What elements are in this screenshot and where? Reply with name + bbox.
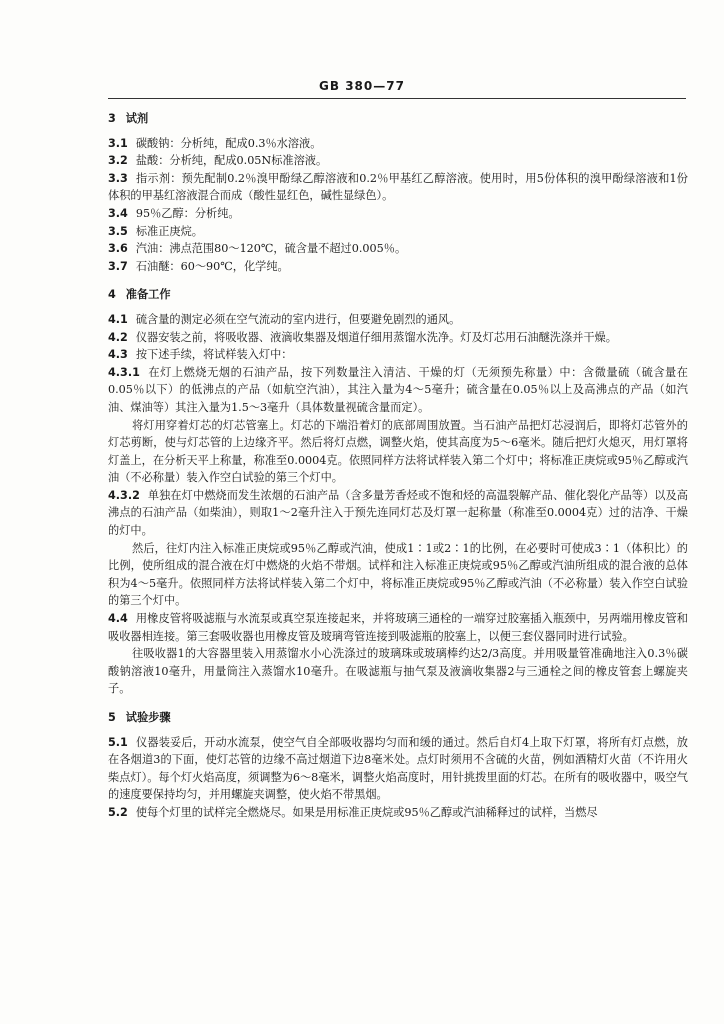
document-body <box>108 110 688 822</box>
para-4-3-1-continued: 将灯用穿着灯芯的灯芯管塞上。灯芯的下端沿着灯的底部周围放置。当石油产品把灯芯浸润后，即将灯芯管外的灯芯剪断，使与灯芯管的上边缘齐平。然后将灯点燃，调整火焰，使其高度为5～6毫米。随后把灯火熄灭，用灯罩将灯盖上，在分析天平上称量，称准至0.0004克。依照同样方法将试样装入第二个灯中；将标准正庚烷或95％乙醇或汽油（不必称量）装入作空白试验的第三个灯中。 <box>108 418 688 485</box>
para-4-3-1: 4.3.1 在灯上燃烧无烟的石油产品，按下列数量注入清洁、干燥的灯（无须预先称量）中：含微量硫（硫含量在0.05％以下）的低沸点的产品（如航空汽油），其注入量为4～5毫升；硫含量在0.05％以上及高沸点的产品（如汽油、煤油等）其注入量为1.5～3毫升（具体数量视硫含量而定）。 <box>108 365 688 414</box>
item-3-2: 3.2 盐酸：分析纯，配成0.05N标准溶液。 <box>108 154 328 168</box>
item-3-1: 3.1 碳酸钠：分析纯，配成0.3％水溶液。 <box>108 136 322 150</box>
para-4-4-continued: 往吸收器1的大容器里装入用蒸馏水小心洗涤过的玻璃珠或玻璃棒约达2/3高度。并用吸量管准确地注入0.3％碳酸钠溶液10毫升，用量筒注入蒸馏水10毫升。在吸滤瓶与抽气泵及液滴收集器2与三通栓之间的橡皮管套上螺旋夹子。 <box>108 647 688 696</box>
para-4-3-2-continued: 然后，往灯内注入标准正庚烷或95％乙醇或汽油，使成1∶1或2∶1的比例，在必要时可使成3∶1（体积比）的比例，使所组成的混合液在灯中燃烧的火焰不带烟。试样和注入标准正庚烷或95％乙醇或汽油所组成的混合液的总体积为4～5毫升。依照同样方法将试样装入第二个灯中，将标准正庚烷或95％乙醇或汽油（不必称量）装入作空白试验的第三个灯中。 <box>108 541 688 608</box>
para-5-1: 5.1 仪器装妥后，开动水流泵，使空气自全部吸收器均匀而和缓的通过。然后自灯4上取下灯罩，将所有灯点燃，放在各烟道3的下面，使灯芯管的边缘不高过烟道下边8毫米处。点灯时须用不含硫的火苗，例如酒精灯火苗（不许用火柴点灯）。每个灯火焰高度，须调整为6～8毫米，调整火焰高度时，用针挑拨里面的灯芯。在所有的吸收器中，吸空气的速度要保持均匀，并用螺旋夹调整，使火焰不带黑烟。 <box>108 735 688 802</box>
section-5-heading: 5 试验步骤 <box>108 710 171 724</box>
item-3-7: 3.7 石油醚：60～90℃，化学纯。 <box>108 259 289 273</box>
section-3-heading: 3 试剂 <box>108 111 149 125</box>
para-4-3: 4.3 按下述手续，将试样装入灯中： <box>108 348 293 362</box>
para-4-3-2: 4.3.2 单独在灯中燃烧而发生浓烟的石油产品（含多量芳香烃或不饱和烃的高温裂解产品、催化裂化产品等）以及高沸点的石油产品（如柴油），则取1～2毫升注入于预先连同灯芯及灯罩一起称量（称准至0.0004克）过的洁净、干燥的灯中。 <box>108 488 688 538</box>
para-4-2: 4.2 仪器安装之前，将吸收器、液滴收集器及烟道仔细用蒸馏水洗净。灯及灯芯用石油醚洗涤并干燥。 <box>108 330 617 344</box>
section-4-heading: 4 准备工作 <box>108 287 171 302</box>
item-3-3: 3.3 指示剂：预先配制0.2％溴甲酚绿乙醇溶液和0.2％甲基红乙醇溶液。使用时，用5份体积的溴甲酚绿溶液和1份体积的甲基红溶液混合而成（酸性显红色，碱性显绿色）。 <box>108 171 688 203</box>
para-5-2: 5.2 使每个灯里的试样完全燃烧尽。如果是用标准正庚烷或95％乙醇或汽油稀释过的试样，当燃尽 <box>108 805 598 819</box>
para-4-1: 4.1 硫含量的测定必须在空气流动的室内进行，但要避免剧烈的通风。 <box>108 312 461 326</box>
item-3-4: 3.4 95％乙醇：分析纯。 <box>108 206 240 220</box>
standard-code-header: GB 380—77 <box>319 79 405 93</box>
header-divider <box>108 98 686 99</box>
item-3-5: 3.5 标准正庚烷。 <box>108 224 203 238</box>
item-3-6: 3.6 汽油：沸点范围80～120℃，硫含量不超过0.005％。 <box>108 242 407 256</box>
para-4-4: 4.4 用橡皮管将吸滤瓶与水流泵或真空泵连接起来，并将玻璃三通栓的一端穿过胶塞插入瓶颈中，另两端用橡皮管和吸收器相连接。第三套吸收器也用橡皮管及玻璃弯管连接到吸滤瓶的胶塞上，以便三套仪器同时进行试验。 <box>108 612 688 643</box>
